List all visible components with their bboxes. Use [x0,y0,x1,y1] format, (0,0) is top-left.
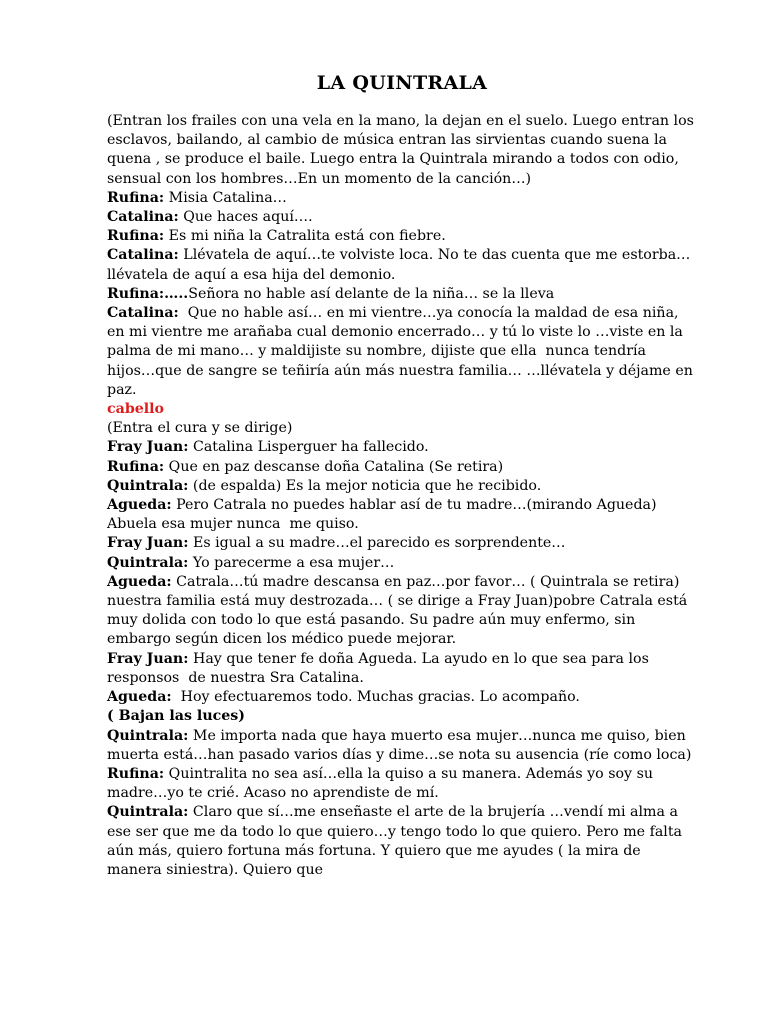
script-line [107,765,697,803]
speaker-name: Quintrala: [107,804,189,821]
speaker-name: Quintrala: [107,477,189,494]
speaker-name: Catalina: [107,305,179,322]
speaker-name: Rufina:….. [107,285,189,302]
dialogue-text: Catalina Lisperguer ha fallecido. [188,439,429,456]
dialogue-text: Misia Catalina… [164,189,287,206]
speaker-name: Catalina: [107,247,179,264]
dialogue-text: (de espalda) Es la mejor noticia que he recibido. [188,477,542,494]
speaker-name: Rufina: [107,189,165,206]
dialogue-text: Que haces aquí…. [178,209,313,226]
speaker-name: Fray Juan: [107,439,189,456]
document-title: LA QUINTRALA [316,72,488,94]
script-line [107,707,697,726]
script-line [107,400,697,419]
dialogue-text: Yo parecerme a esa mujer… [188,554,395,571]
dialogue-text: Hay que tener fe doña Agueda. La ayudo en lo que sea para los responsos de nuestra Sra Catalina. [107,650,654,686]
script-line [107,688,697,707]
script-line [107,246,697,284]
script-line [107,458,697,477]
speaker-name: Agueda: [107,497,172,514]
dialogue-text: Llévatela de aquí…te volviste loca. No te das cuenta que me estorba…llévatela de aquí a esa hija del demonio. [107,247,691,283]
script-line [107,650,697,688]
dialogue-text: Es mi niña la Catralita está con fiebre. [164,228,446,245]
script-line [107,554,697,573]
speaker-name: Rufina: [107,458,165,475]
speaker-name: Agueda: [107,573,172,590]
speaker-name: Fray Juan: [107,650,189,667]
dialogue-text: Que no hable así… en mi vientre…ya conocía la maldad de esa niña, en mi vientre me arañaba cual demonio encerrado… y tú lo viste lo …viste en la palma de mi mano… y maldijiste su nombre, dijiste que ella nunca tendría hijos…que de sangre se teñiría aún más nuestra familia… …llévatela y déjame en paz. [107,305,698,398]
script-line [107,496,697,534]
script-line [107,304,697,400]
document-page [107,70,697,880]
dialogue-text: Claro que sí…me enseñaste el arte de la brujería …vendí mi alma a ese ser que me da todo lo que quiero…y tengo todo lo que quiero. Pero me falta aún más, quiero fortuna más fortuna. Y quiero que me ayudes ( la mira de manera siniestra). Quiero que [107,804,687,878]
speaker-name: Agueda: [107,689,172,706]
speaker-name: Rufina: [107,228,165,245]
script-line [107,189,697,208]
highlighted-note: cabello [107,401,165,418]
script-line [107,438,697,457]
script-line [107,803,697,880]
stage-direction: ( Bajan las luces) [107,708,245,725]
dialogue-text: Me importa nada que haya muerto esa mujer…nunca me quiso, bien muerta está…han pasado varios días y dime…se nota su ausencia (ríe como loca) [107,727,692,763]
speaker-name: Rufina: [107,765,165,782]
script-line [107,727,697,765]
dialogue-text: Señora no hable así delante de la niña… se la lleva [188,285,555,302]
speaker-name: Fray Juan: [107,535,189,552]
dialogue-text: Que en paz descanse doña Catalina (Se retira) [164,458,504,475]
script-body [107,112,697,880]
dialogue-text: (Entran los frailes con una vela en la mano, la dejan en el suelo. Luego entran los esclavos, bailando, al cambio de música entran las sirvientas cuando suena la quena , se produce el baile. Luego entra la Quintrala mirando a todos con odio, sensual con los hombres…En un momento de la canción…) [107,113,699,187]
script-line [107,227,697,246]
script-line [107,477,697,496]
dialogue-text: Es igual a su madre…el parecido es sorprendente… [188,535,566,552]
dialogue-text: (Entra el cura y se dirige) [107,420,293,437]
dialogue-text: Hoy efectuaremos todo. Muchas gracias. Lo acompaño. [171,689,580,706]
script-line [107,285,697,304]
script-line [107,112,697,189]
speaker-name: Quintrala: [107,554,189,571]
speaker-name: Catalina: [107,209,179,226]
dialogue-text: Pero Catrala no puedes hablar así de tu madre…(mirando Agueda) Abuela esa mujer nunca me quiso. [107,497,662,533]
script-line [107,419,697,438]
speaker-name: Quintrala: [107,727,189,744]
dialogue-text: Catrala…tú madre descansa en paz…por favor… ( Quintrala se retira) nuestra familia está muy destrozada… ( se dirige a Fray Juan)pobre Catrala está muy dolida con todo lo que está pasando. Su padre aún muy enfermo, sin embargo según dicen los médico puede mejorar. [107,573,692,648]
script-line [107,573,697,650]
script-line [107,208,697,227]
script-line [107,534,697,553]
dialogue-text: Quintralita no sea así…ella la quiso a su manera. Además yo soy su madre…yo te crié. Acaso no aprendiste de mí. [107,765,658,802]
